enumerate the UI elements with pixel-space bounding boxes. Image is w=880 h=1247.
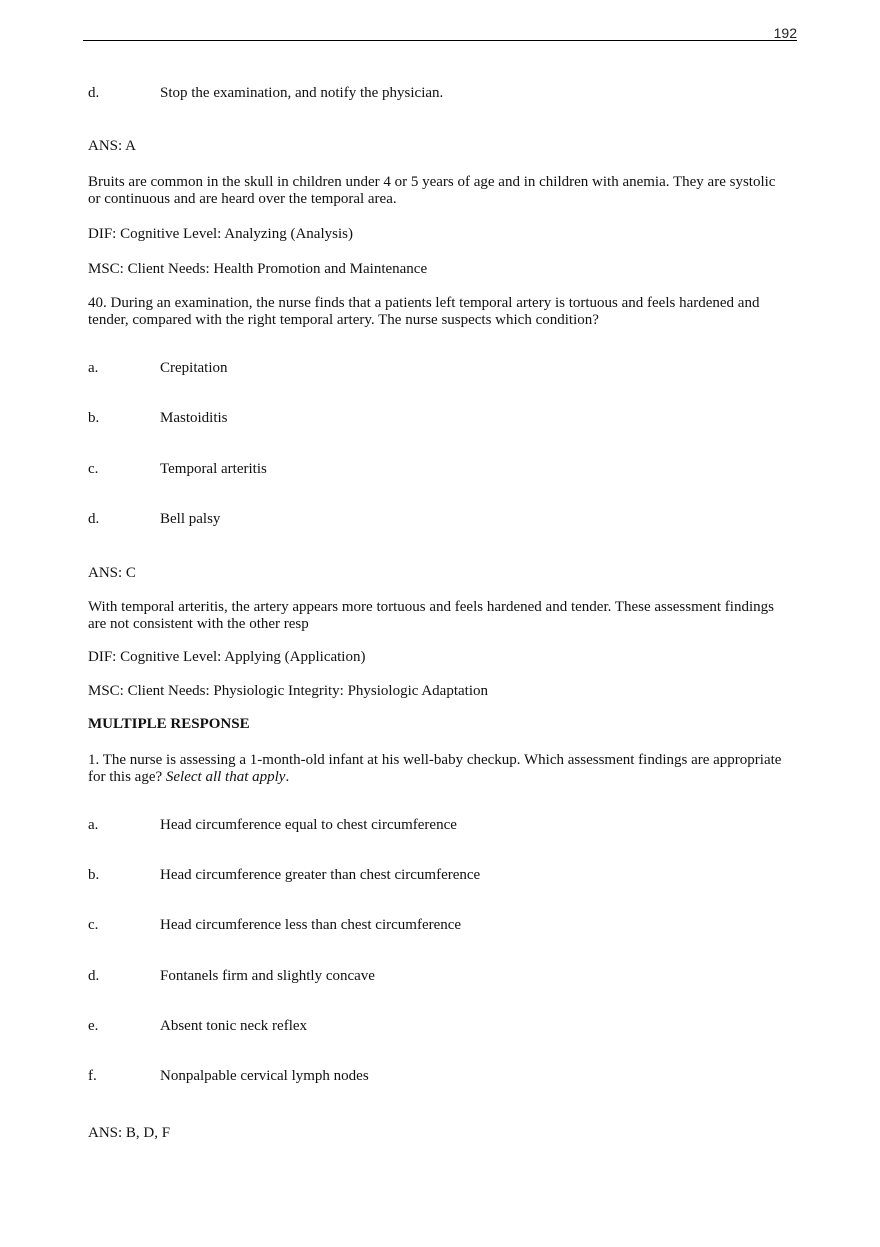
option-f <box>88 1068 788 1085</box>
option-letter: c. <box>88 461 99 477</box>
option-letter: b. <box>88 410 100 426</box>
stem-text: 1. The nurse is assessing a 1-month-old infant at his well-baby checkup. Which assessment findings are appropriate for this age? <box>88 752 782 785</box>
option-b <box>88 867 788 884</box>
option-letter: c. <box>88 917 99 933</box>
option-text: Bell palsy <box>160 511 221 527</box>
option-d <box>88 511 788 528</box>
option-a <box>88 817 788 834</box>
difficulty-line: DIF: Cognitive Level: Applying (Application) <box>88 649 366 665</box>
header-rule <box>83 40 797 41</box>
option-letter: e. <box>88 1018 99 1034</box>
option-letter: a. <box>88 817 99 833</box>
option-letter: d. <box>88 85 100 101</box>
page-number: 192 <box>773 25 797 41</box>
option-c <box>88 917 788 934</box>
option-letter: d. <box>88 968 100 984</box>
option-c <box>88 461 788 478</box>
stem-instruction: Select all that apply <box>165 769 286 785</box>
option-letter: f. <box>88 1068 97 1084</box>
section-heading: MULTIPLE RESPONSE <box>88 716 250 732</box>
difficulty-line: DIF: Cognitive Level: Analyzing (Analysis) <box>88 226 353 242</box>
option-text: Stop the examination, and notify the physician. <box>160 85 444 101</box>
option-d <box>88 968 788 985</box>
answer-line: ANS: C <box>88 565 136 581</box>
option-letter: b. <box>88 867 100 883</box>
option-text: Temporal arteritis <box>160 461 267 477</box>
option-text: Crepitation <box>160 360 228 376</box>
option-letter: a. <box>88 360 99 376</box>
option-text: Nonpalpable cervical lymph nodes <box>160 1068 369 1084</box>
stem-end: . <box>285 769 290 785</box>
option-e <box>88 1018 788 1035</box>
question-stem: 40. During an examination, the nurse finds that a patients left temporal artery is tortuous and feels hardened and tender, compared with the right temporal artery. The nurse suspects which condition? <box>88 295 760 328</box>
answer-line: ANS: B, D, F <box>88 1125 171 1141</box>
client-needs-line: MSC: Client Needs: Health Promotion and Maintenance <box>88 261 428 277</box>
option-text: Fontanels firm and slightly concave <box>160 968 375 984</box>
option-letter: d. <box>88 511 100 527</box>
option-text: Mastoiditis <box>160 410 228 426</box>
option-text: Absent tonic neck reflex <box>160 1018 308 1034</box>
option-a <box>88 360 788 377</box>
option-text: Head circumference less than chest circumference <box>160 917 462 933</box>
rationale: With temporal arteritis, the artery appears more tortuous and feels hardened and tender. These assessment findings are not consistent with the other resp <box>88 599 774 632</box>
answer-line: ANS: A <box>88 138 136 154</box>
option-b <box>88 410 788 427</box>
client-needs-line: MSC: Client Needs: Physiologic Integrity: Physiologic Adaptation <box>88 683 488 699</box>
option-text: Head circumference greater than chest circumference <box>160 867 481 883</box>
rationale: Bruits are common in the skull in children under 4 or 5 years of age and in children with anemia. They are systolic or continuous and are heard over the temporal area. <box>88 174 776 207</box>
option-d <box>88 85 788 102</box>
option-text: Head circumference equal to chest circumference <box>160 817 457 833</box>
question-stem <box>88 752 788 786</box>
